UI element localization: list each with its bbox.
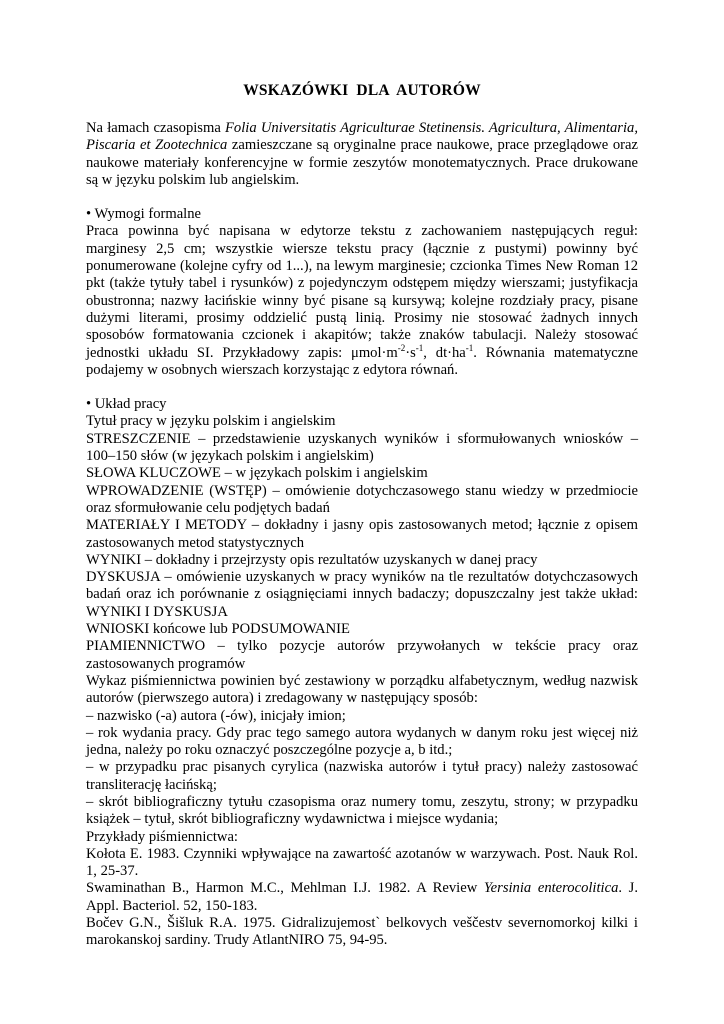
reference-1: Kołota E. 1983. Czynniki wpływające na zawartość azotanów w warzywach. Post. Nauk Rol. 1, 25-37. [86,845,638,880]
intro-text-2: zamieszczane są oryginalne prace naukowe, prace przeglądowe oraz naukowe materiały konferencyjne w formie zeszytów monotematycznych. Prace drukowane są w języku polskim lub angielskim. [86,137,638,188]
layout-line: – skrót bibliograficzny tytułu czasopisma oraz numery tomu, zeszytu, strony; w przypadku książek – tytuł, skrót bibliograficzny wydawnictwa i miejsce wydania; [86,793,638,828]
reference-2 [86,880,638,915]
layout-line: DYSKUSJA – omówienie uzyskanych w pracy wyników na tle rezultatów dotychczasowych badań oraz ich porównanie z osiągnięciami innych badaczy; dopuszczalny jest także układ: WYNIKI I DYSKUSJA [86,569,638,620]
reference-2-species: Yersinia enterocolitica [483,880,619,897]
layout-line: Tytuł pracy w języku polskim i angielskim [86,413,336,430]
unit-sup-2: -1 [415,342,424,353]
document-page [86,82,638,950]
layout-line: – rok wydania pracy. Gdy prac tego samego autora wydanych w danym roku jest więcej niż jedna, należy po roku oznaczyć poszczególne pozycje a, b itd.; [86,724,638,759]
journal-name: Folia Universitatis Agriculturae Stetinensis. Agricultura, Alimentaria, Piscaria et Zootechnica [86,120,638,154]
reference-2-pre: Swaminathan B., Harmon M.C., Mehlman I.J. 1982. A Review [86,880,484,897]
layout-line: PIAMIENNICTWO – tylko pozycje autorów przywołanych w tekście pracy oraz zastosowanych programów [86,638,638,672]
layout-line: MATERIAŁY I METODY – dokładny i jasny opis zastosowanych metod; łącznie z opisem zastosowanych metod statystycznych [86,517,638,551]
reference-3: Bočev G.N., Šišluk R.A. 1975. Gidralizujemost` belkovych veščestv severnomorkoj kilki i marokanskoj sardiny. Trudy AtlantNIRO 75, 94-95. [86,915,638,949]
layout-line: WPROWADZENIE (WSTĘP) – omówienie dotychczasowego stanu wiedzy w przedmiocie oraz sformułowanie celu podjętych badań [86,482,638,516]
layout-line: Przykłady piśmiennictwa: [86,828,238,845]
layout-line: Wykaz piśmiennictwa powinien być zestawiony w porządku alfabetycznym, według nazwisk autorów (pierwszego autora) i zredagowany w następujący sposób: [86,672,638,707]
unit-mid-1: ·s [405,344,416,361]
layout-line: – nazwisko (-a) autora (-ów), inicjały imion; [86,707,346,724]
layout-line: WYNIKI – dokładny i przejrzysty opis rezultatów uzyskanych w danej pracy [86,551,538,568]
page-title: WSKAZÓWKI DLA AUTORÓW [243,82,481,99]
layout-line: STRESZCZENIE – przedstawienie uzyskanych wyników i sformułowanych wniosków – 100–150 słów (w językach polskim i angielskim) [86,430,638,465]
formal-text: Praca powinna być napisana w edytorze tekstu z zachowaniem następujących reguł: marginesy 2,5 cm; wszystkie wiersze tekstu pracy (łącznie z pustymi) powinny być ponumerowane (kolejne cyfry od 1...), na lewym marginesie; czcionka Times New Roman 12 pkt (także tytuły tabel i rysunków) z pojedynczym odstępem między wierszami; justyfikacja obustronna; nazwy łacińskie winny być pisane są kursywą; kolejne rozdziały pracy, pisane dużymi literami, prosimy oddzielić pustą linią. Prosimy nie stosować żadnych innych sposobów formatowania czcionek i akapitów; także znaków tabulacji. Należy stosować jednostki układu SI. Przykładowy zapis: μmol·m [86,223,638,361]
formal-tail: . Równania matematyczne podajemy w osobnych wierszach korzystając z edytora równań. [86,344,638,378]
intro-paragraph [86,120,638,189]
unit-mid-2: , dt·ha [423,344,466,361]
unit-sup-1: -2 [397,342,406,353]
formal-paragraph [86,223,638,379]
layout-line: SŁOWA KLUCZOWE – w językach polskim i angielskim [86,465,428,482]
reference-2-post: . J. Appl. Bacteriol. 52, 150-183. [86,880,638,914]
unit-sup-3: -1 [465,342,474,353]
intro-text-1: Na łamach czasopisma [86,120,226,136]
formal-heading: • Wymogi formalne [86,206,202,223]
layout-heading: • Układ pracy [86,396,167,413]
layout-line: WNIOSKI końcowe lub PODSUMOWANIE [86,621,350,638]
layout-line: – w przypadku prac pisanych cyrylica (nazwiska autorów i tytuł pracy) należy zastosować transliterację łacińską; [86,759,638,793]
